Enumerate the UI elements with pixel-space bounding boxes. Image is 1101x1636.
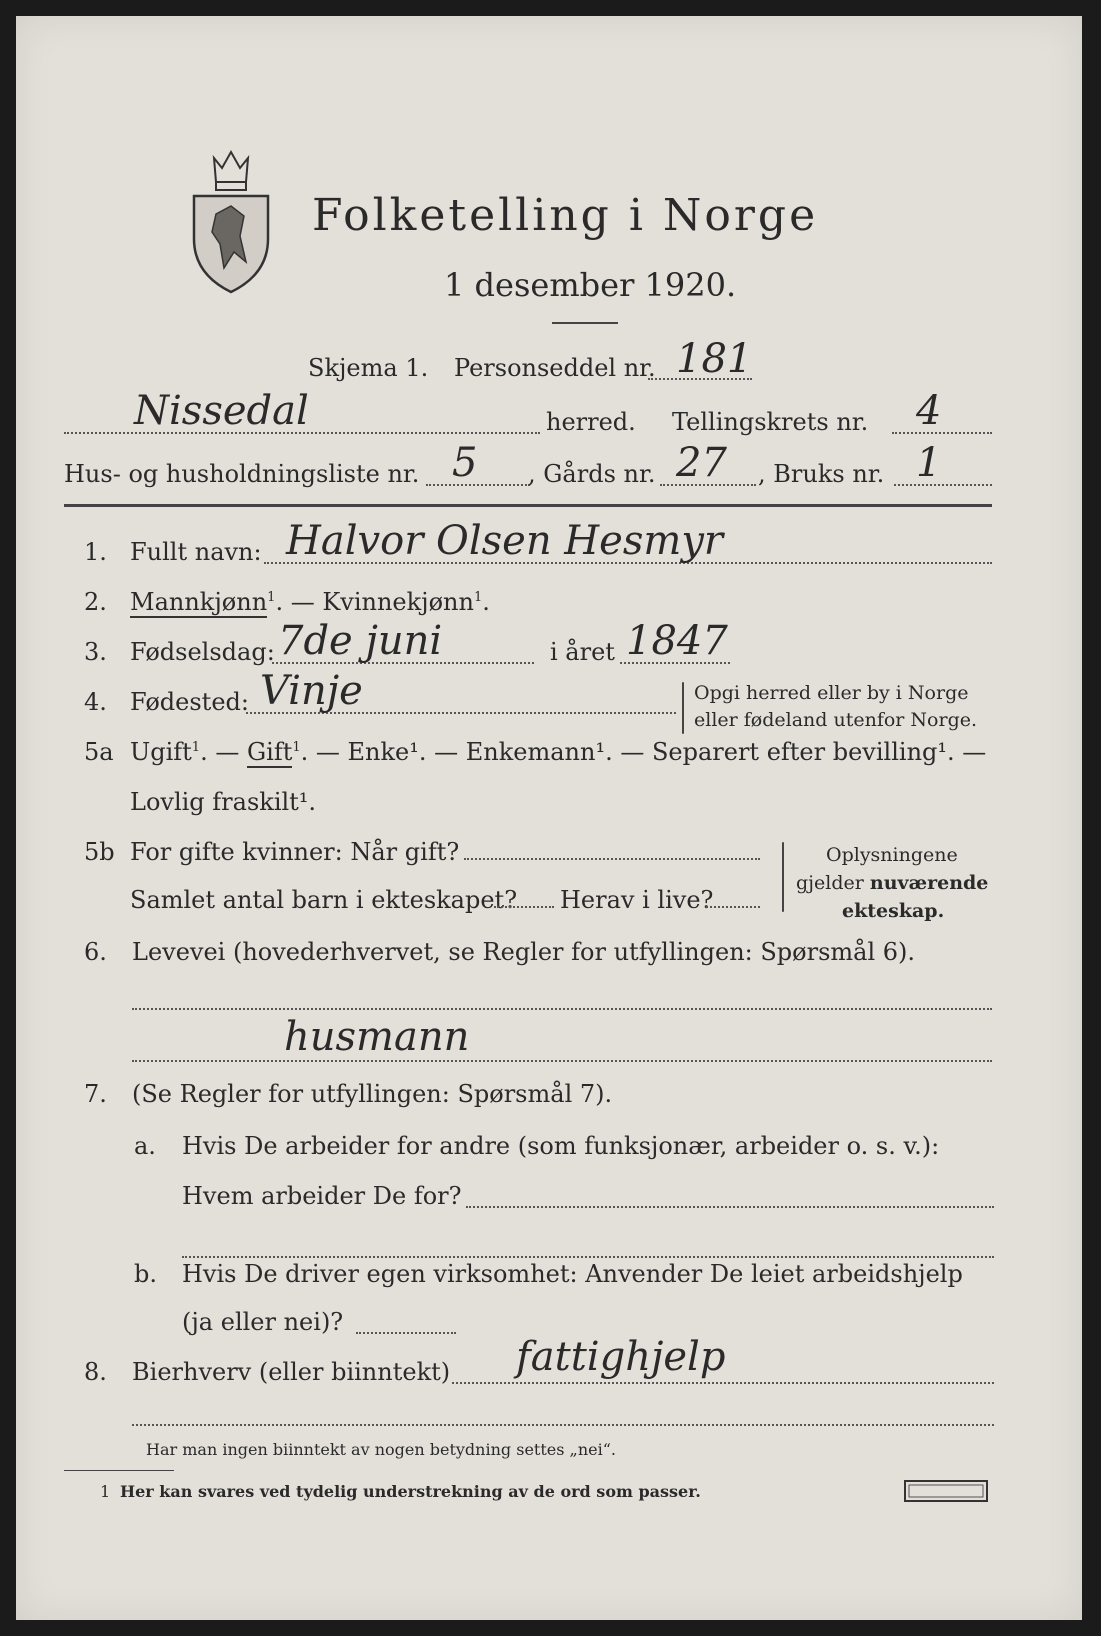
- q3-year-label: i året: [550, 638, 615, 666]
- section-divider: [64, 504, 992, 507]
- q3-value: 7de juni: [278, 618, 443, 664]
- printer-stamp-icon: [904, 1480, 988, 1502]
- q7b-number: b.: [134, 1260, 157, 1288]
- q5a-number: 5a: [84, 738, 114, 766]
- q3-number: 3.: [84, 638, 107, 666]
- q7b-label: Hvis De driver egen virksomhet: Anvender De leiet arbeidshjelp: [182, 1260, 963, 1288]
- q5b-label-when: For gifte kvinner: Når gift?: [130, 838, 460, 866]
- q2-text: Mannkjønn$^1$. — Kvinnekjønn$^1$.: [130, 588, 490, 616]
- q8-label: Bierhverv (eller biinntekt): [132, 1358, 451, 1386]
- q4-label: Fødested:: [130, 688, 249, 716]
- q4-value: Vinje: [260, 668, 363, 714]
- q7a-label: Hvis De arbeider for andre (som funksjonær, arbeider o. s. v.):: [182, 1132, 940, 1160]
- q4-number: 4.: [84, 688, 107, 716]
- q5a-line2: Lovlig fraskilt¹.: [130, 788, 317, 816]
- bruks-value: 1: [916, 440, 942, 486]
- herred-value: Nissedal: [134, 388, 309, 434]
- q7b-label2: (ja eller nei)?: [182, 1308, 344, 1336]
- q5b-number: 5b: [84, 838, 115, 866]
- census-form: [16, 16, 1082, 1620]
- q2-male-option: Mannkjønn: [130, 588, 268, 616]
- tellingskrets-value: 4: [916, 388, 942, 434]
- q3-label: Fødselsdag:: [130, 638, 275, 666]
- footnote-number: 1: [100, 1482, 111, 1501]
- tellingskrets-label: Tellingskrets nr.: [672, 408, 869, 436]
- coat-of-arms-icon: [186, 144, 276, 294]
- q7-number: 7.: [84, 1080, 107, 1108]
- q4-note-line2: eller fødeland utenfor Norge.: [694, 709, 978, 731]
- bruks-label: , Bruks nr.: [758, 460, 885, 488]
- herred-label: herred.: [546, 408, 636, 436]
- q7-label: (Se Regler for utfyllingen: Spørsmål 7).: [132, 1080, 613, 1108]
- q5a-ugift-option: Ugift: [130, 738, 192, 766]
- q6-value: husmann: [284, 1014, 470, 1060]
- q6-number: 6.: [84, 938, 107, 966]
- q5a-gift-option: Gift: [246, 738, 293, 766]
- q5b-note-line2: gjelder nuværende: [796, 872, 989, 894]
- personseddel-label: Personseddel nr.: [454, 354, 656, 382]
- gards-label: , Gårds nr.: [528, 460, 656, 488]
- q7a-number: a.: [134, 1132, 156, 1160]
- q2-number: 2.: [84, 588, 107, 616]
- schema-label: Skjema 1.: [308, 354, 429, 382]
- q7a-label2: Hvem arbeider De for?: [182, 1182, 462, 1210]
- q8-value: fattighjelp: [516, 1334, 726, 1380]
- q4-note-line1: Opgi herred eller by i Norge: [694, 682, 969, 704]
- gards-value: 27: [676, 440, 727, 486]
- q8-number: 8.: [84, 1358, 107, 1386]
- q6-label: Levevei (hovederhvervet, se Regler for utfyllingen: Spørsmål 6).: [132, 938, 916, 966]
- q5b-note-line3: ekteskap.: [842, 900, 945, 922]
- q1-number: 1.: [84, 538, 107, 566]
- form-title: Folketelling i Norge: [312, 190, 819, 241]
- husliste-label: Hus- og husholdningsliste nr.: [64, 460, 420, 488]
- q3-year-value: 1847: [626, 618, 728, 664]
- q1-value: Halvor Olsen Hesmyr: [286, 518, 724, 564]
- q5b-note-line1: Oplysningene: [826, 844, 958, 866]
- form-date: 1 desember 1920.: [444, 266, 737, 304]
- footnote-text: Her kan svares ved tydelig understrekning av de ord som passer.: [120, 1482, 701, 1501]
- q5b-label-children: Samlet antal barn i ekteskapet?: [130, 886, 518, 914]
- personseddel-value: 181: [676, 336, 753, 382]
- husliste-value: 5: [452, 440, 478, 486]
- q1-label: Fullt navn:: [130, 538, 262, 566]
- biinntekt-note: Har man ingen biinntekt av nogen betydning settes „nei“.: [146, 1440, 616, 1459]
- q5a-text: Ugift$^1$. — Gift$^1$. — Enke¹. — Enkemann¹. — Separert efter bevilling¹. —: [130, 738, 987, 766]
- q5b-label-alive: Herav i live?: [560, 886, 714, 914]
- title-divider: [552, 322, 618, 324]
- q2-female-option: Kvinnekjønn: [322, 588, 474, 616]
